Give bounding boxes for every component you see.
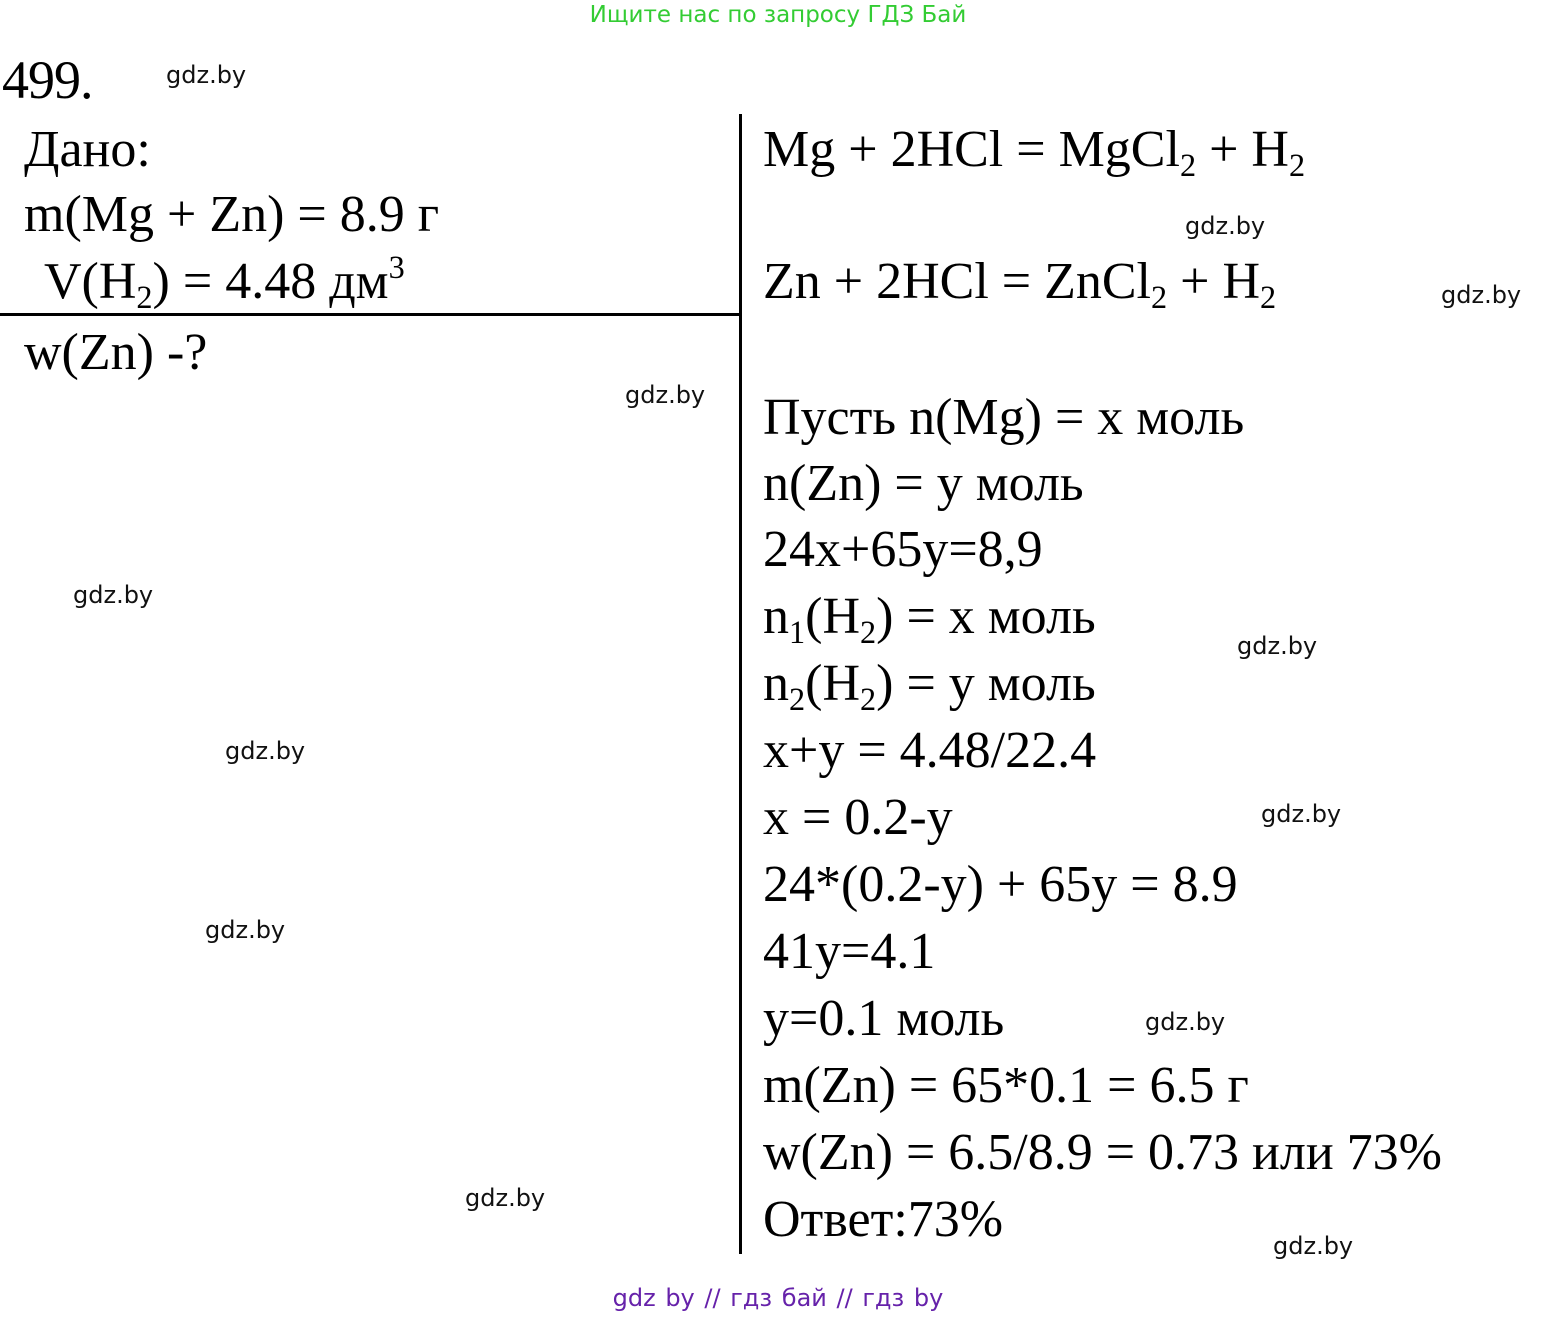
watermark: gdz.by — [1145, 1008, 1226, 1036]
hydrogen-n2: $n_2(H_2) = y$ моль — [763, 655, 1096, 718]
given-volume: $V(H_2) = 4.48$ $дм^3$ — [44, 249, 405, 316]
sum-equation: x+y = 4.48/22.4 — [763, 722, 1097, 779]
watermark: gdz.by — [1185, 212, 1266, 240]
x-expression: x = 0.2-y — [763, 789, 953, 846]
find-quantity: w(Zn) -? — [24, 324, 208, 381]
zinc-fraction: w(Zn) = 6.5/8.9 = 0.73 или 73% — [763, 1124, 1442, 1181]
watermark: gdz.by — [225, 737, 306, 765]
watermark: gdz.by — [1261, 800, 1342, 828]
equation-zn: Zn + 2HCl = ZnCl$_2$ + $H_2$ — [763, 253, 1277, 316]
watermark: gdz.by — [205, 916, 286, 944]
given-divider — [0, 313, 741, 316]
watermark: gdz.by — [166, 61, 247, 89]
problem-number: 499. — [2, 50, 93, 110]
substitution: 24*(0.2-y) + 65y = 8.9 — [763, 856, 1238, 913]
watermark: gdz.by — [73, 581, 154, 609]
watermark: gdz.by — [625, 381, 706, 409]
let-mg: Пусть n(Mg) = x моль — [763, 389, 1245, 446]
hydrogen-n1: $n_1(H_2) = x$ моль — [763, 588, 1096, 651]
mass-equation: 24x+65y=8,9 — [763, 521, 1043, 578]
zinc-mass: m(Zn) = 65*0.1 = 6.5 г — [763, 1057, 1249, 1114]
given-mass: m(Mg + Zn) = 8.9 г — [24, 186, 440, 243]
simplified-equation: 41y=4.1 — [763, 923, 936, 980]
answer: Ответ:73% — [763, 1191, 1004, 1248]
watermark: gdz.by — [1237, 632, 1318, 660]
vertical-divider — [739, 114, 742, 1254]
watermark: gdz.by — [1441, 281, 1522, 309]
equation-mg: Mg + 2HCl = MgCl$_2$ + $H_2$ — [763, 121, 1306, 184]
footer-links: gdz by // гдз бай // гдз by — [612, 1284, 944, 1312]
y-value: y=0.1 моль — [763, 990, 1005, 1047]
watermark: gdz.by — [465, 1184, 546, 1212]
given-title: Дано: — [24, 121, 151, 178]
site-banner: Ищите нас по запросу ГДЗ Бай — [589, 2, 967, 28]
let-zn: n(Zn) = y моль — [763, 455, 1084, 512]
watermark: gdz.by — [1273, 1232, 1354, 1260]
